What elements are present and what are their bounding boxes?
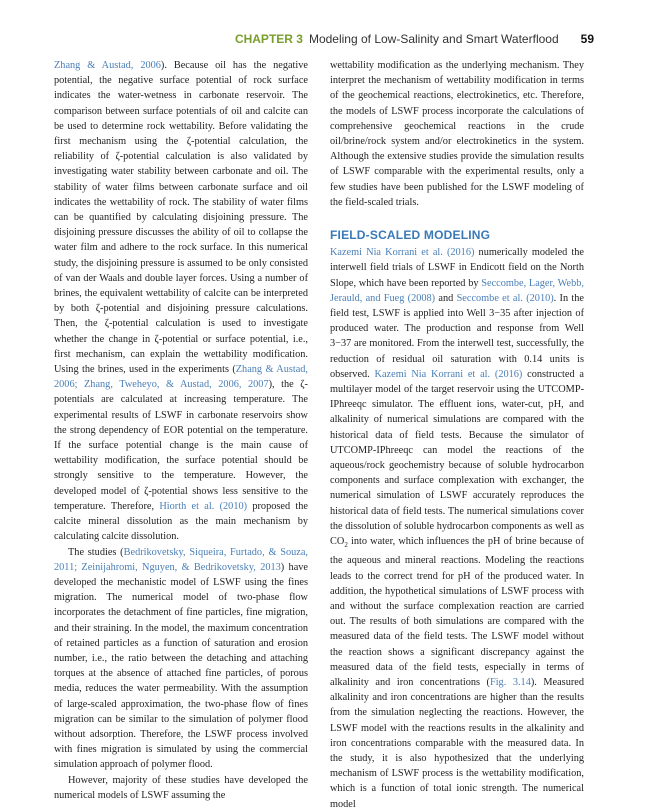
left-column [54, 58, 308, 803]
right-column [330, 58, 584, 812]
paragraph-text: and [435, 292, 457, 304]
paragraph [54, 545, 308, 773]
paragraph-text: wettability modification as the underlying mechanism. They interpret the mechanism of wettability modification in terms of the geochemical reactions, electrokinetics, etc. Therefore, the models of LSWF process incorporate the calculations of comprehensive geochemical reactions in the crude oil/brine/rock system and/or electrokinetics in the system. Although the extensive studies provide the simulation results of LSWF comparable with the experimental results, only a few studies have been published for the LSWF modeling of the field-scaled trials. [330, 60, 584, 208]
paragraph-text: The studies ( [68, 546, 124, 558]
paragraph [54, 773, 308, 803]
page-header [54, 32, 594, 52]
subscript: 2 [344, 541, 348, 550]
figure-reference-link[interactable]: Fig. 3.14 [489, 676, 531, 688]
citation-link[interactable]: Zhang & Austad, 2006 [54, 60, 161, 71]
citation-link[interactable]: Zhang & Austad, 2006; Zhang, Tweheyo, & Austad, 2006, 2007 [54, 364, 309, 391]
chapter-label: CHAPTER 3 [234, 32, 303, 46]
citation-link[interactable]: Kazemi Nia Korrani et al. (2016) [374, 368, 523, 380]
citation-link[interactable]: Seccombe, Lager, Webb, Jerauld, and Fueg (2008) [330, 277, 584, 304]
paragraph-text: ) have developed the mechanistic model of LSWF using the fines migration. The numerical model of two-phase flow incorporates the detachment of fine particles, fine migration, and their straining. In the model, the maximum concentration of retained particles as a function of saturation and erosion number, i.e., the ratio between the detaching and attaching torques at the absence of attached fine particles, of porous media, reduces the water permeability. With the assumption of large-scaled approximation, the two-phase flow of fines migration can be similar to the simulation of polymer flood without adsorption. Therefore, the LSWF process involved with fines migration is simulated by using the commercial simulation approach of polymer flood. [54, 561, 308, 771]
paragraph-text: numerically modeled the interwell field trials of LSWF in Endicott field on the North Slope, which have been reported by [330, 247, 585, 289]
paragraph-text: constructed a multilayer model of the target reservoir using the UTCOMP-IPhreeqc simulator. The effluent ions, water-cut, pH, and alkalinity of numerical simulations are compared with the historical data of field tests. Because the simulator of UTCOMP-IPhreeqc can model the reactions of the aqueous/rock geochemistry because of soluble hydrocarbon components and surface complexation with exchanger, the numerical simulation of LSWF accurately reproduces the historical data of field tests. The numerical simulations cover the dissolution of soluble hydrocarbon components as well as CO [330, 368, 584, 548]
citation-link[interactable]: Bedrikovetsky, Siqueira, Furtado, & Souza, 2011; Zeinijahromi, Nguyen, & Bedrikovetsky, 2013 [54, 546, 308, 573]
citation-link[interactable]: Kazemi Nia Korrani et al. (2016) [330, 247, 475, 259]
paragraph-text: ). Because oil has the negative potential, the negative surface potential of rock surface indicates the water-wetness in carbonate reservoir. The comparison between surface potentials of oil and calcite can be used to determine rock wettability. Before validating the first mechanism using the ζ-potential calculation, the reliability of ζ-potential calculation is also validated by investigating water stability between carbonate and oil. The stability of water films between carbonate surface and oil indicates the wettability of rock. The stability of water films can be quantified by calculating disjoining pressure. The disjoining pressure discusses the ability of oil to collapse the water film and adhere to the rock surface. In this numerical study, the disjoining pressure is assumed to be only consisted of van der Waals and double layer forces. Using a number of brines, the equivalent wettability of calcite can be interpreted by both ζ-potential and disjoining pressure calculations. Then, the ζ-potential calculation is used to investigate whether the change in ζ-potential or surface potential, i.e., first mechanism, can explain the wettability modification. Using the brines, used in the experiments ( [54, 60, 308, 376]
paragraph-text: ). Measured alkalinity and iron concentrations are higher than the results from the simulation neglecting the reactions. However, the LSWF model with the reactions results in the alkalinity and iron concentrations comparable with the measured data. In the study, it is also hypothesized that the underlying mechanism of LSWF process is the wettability modification, which is a function of total ionic strength. The numerical model [330, 676, 584, 810]
page-number: 59 [580, 32, 594, 46]
citation-link[interactable]: Seccombe et al. (2010) [456, 292, 554, 304]
paragraph-text: However, majority of these studies have developed the numerical models of LSWF assuming the [54, 774, 308, 801]
paragraph [330, 58, 584, 210]
paragraph [330, 245, 584, 812]
paragraph-text: into water, which influences the pH of brine because of the aqueous and mineral reactions. Modeling the reactions leads to the correct trend for pH of the produced water. In addition, the hypothetical simulations of LSWF process with and without the surface complexation reaction are carried out. The results of both simulations are compared with the measured data of the field tests. The LSWF model without the reaction shows a significant discrepancy against the measured data of the field tests, especially in terms of alkalinity and iron concentrations ( [330, 536, 584, 688]
paragraph-text: ), the ζ-potentials are calculated at increasing temperature. The experimental results of LSWF in carbonate reservoirs show the strong dependency of EOR potential on the temperature. If the surface potential change is the main cause of wettability modification, the surface potential should be strongly sensitive to the temperature. However, the developed model of ζ-potential shows less sensitive to the temperature. Therefore, [54, 379, 308, 512]
chapter-title: Modeling of Low-Salinity and Smart Waterflood [308, 32, 559, 46]
section-heading: FIELD-SCALED MODELING [330, 228, 491, 243]
paragraph [54, 58, 308, 545]
paragraph-text: proposed the calcite mineral dissolution as the main mechanism by calculating calcite dissolution. [54, 500, 308, 543]
citation-link[interactable]: Hiorth et al. (2010) [159, 500, 248, 512]
paragraph-text: . In the field test, LSWF is applied into Well 3−35 after injection of produced water. The production and response from Well 3−37 are monitored. From the interwell test, successfully, the reduction of residual oil saturation with 0.14 units is observed. [330, 292, 584, 380]
